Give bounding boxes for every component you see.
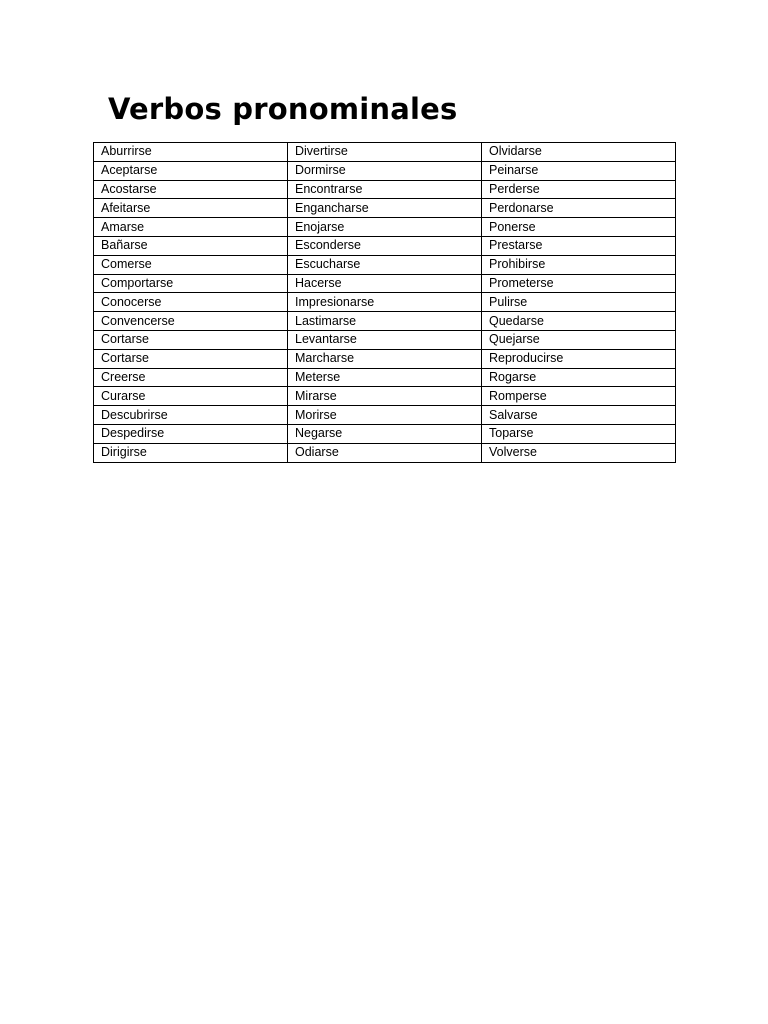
table-cell: Toparse [482, 424, 676, 443]
table-cell: Volverse [482, 443, 676, 462]
table-row [94, 349, 676, 368]
table-row [94, 236, 676, 255]
table-row [94, 424, 676, 443]
table-cell: Ponerse [482, 218, 676, 237]
table-cell: Cortarse [94, 330, 288, 349]
table-cell: Peinarse [482, 161, 676, 180]
table-cell: Morirse [288, 406, 482, 425]
table-row [94, 161, 676, 180]
table-cell: Comportarse [94, 274, 288, 293]
table-cell: Curarse [94, 387, 288, 406]
table-cell: Hacerse [288, 274, 482, 293]
table-cell: Dormirse [288, 161, 482, 180]
table-cell: Conocerse [94, 293, 288, 312]
table-cell: Esconderse [288, 236, 482, 255]
table-cell: Afeitarse [94, 199, 288, 218]
table-cell: Creerse [94, 368, 288, 387]
verbs-table [93, 142, 676, 463]
table-row [94, 443, 676, 462]
table-row [94, 368, 676, 387]
table-cell: Prometerse [482, 274, 676, 293]
table-row [94, 274, 676, 293]
table-cell: Bañarse [94, 236, 288, 255]
table-cell: Enojarse [288, 218, 482, 237]
table-cell: Salvarse [482, 406, 676, 425]
table-cell: Engancharse [288, 199, 482, 218]
table-cell: Despedirse [94, 424, 288, 443]
table-row [94, 199, 676, 218]
table-cell: Quedarse [482, 312, 676, 331]
table-cell: Impresionarse [288, 293, 482, 312]
verbs-table-body [94, 143, 676, 463]
table-row [94, 387, 676, 406]
table-cell: Quejarse [482, 330, 676, 349]
table-cell: Levantarse [288, 330, 482, 349]
table-cell: Convencerse [94, 312, 288, 331]
table-cell: Prohibirse [482, 255, 676, 274]
table-row [94, 312, 676, 331]
table-cell: Reproducirse [482, 349, 676, 368]
table-row [94, 255, 676, 274]
table-cell: Perderse [482, 180, 676, 199]
table-row [94, 143, 676, 162]
table-cell: Encontrarse [288, 180, 482, 199]
table-cell: Escucharse [288, 255, 482, 274]
table-cell: Amarse [94, 218, 288, 237]
table-cell: Aceptarse [94, 161, 288, 180]
table-cell: Romperse [482, 387, 676, 406]
table-cell: Descubrirse [94, 406, 288, 425]
table-cell: Rogarse [482, 368, 676, 387]
table-cell: Prestarse [482, 236, 676, 255]
table-cell: Lastimarse [288, 312, 482, 331]
table-cell: Mirarse [288, 387, 482, 406]
table-cell: Pulirse [482, 293, 676, 312]
table-row [94, 218, 676, 237]
table-cell: Comerse [94, 255, 288, 274]
table-row [94, 293, 676, 312]
document-title: Verbos pronominales [108, 92, 458, 126]
table-row [94, 330, 676, 349]
table-row [94, 406, 676, 425]
table-cell: Aburrirse [94, 143, 288, 162]
table-row [94, 180, 676, 199]
table-cell: Acostarse [94, 180, 288, 199]
table-cell: Olvidarse [482, 143, 676, 162]
table-cell: Odiarse [288, 443, 482, 462]
table-cell: Negarse [288, 424, 482, 443]
table-cell: Perdonarse [482, 199, 676, 218]
table-cell: Marcharse [288, 349, 482, 368]
table-cell: Dirigirse [94, 443, 288, 462]
table-cell: Cortarse [94, 349, 288, 368]
table-cell: Divertirse [288, 143, 482, 162]
table-cell: Meterse [288, 368, 482, 387]
